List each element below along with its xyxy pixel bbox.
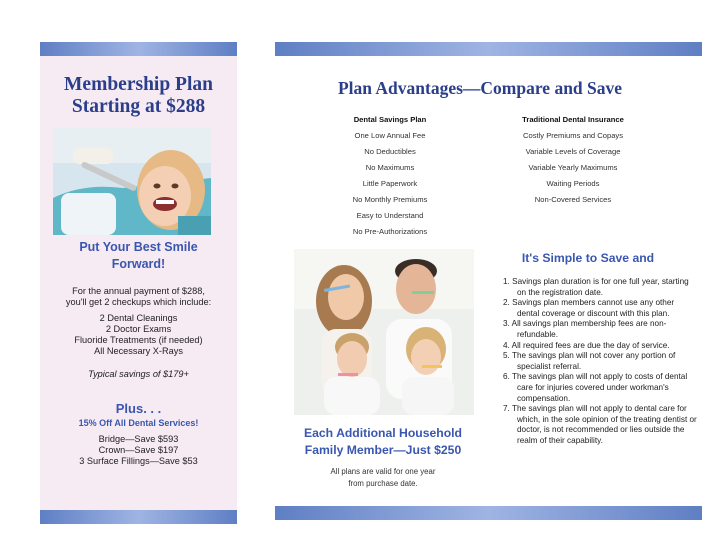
savings-item: No Monthly Premiums (352, 195, 428, 204)
insurance-item: Costly Premiums and Copays (522, 131, 624, 140)
smile-line-2: Forward! (111, 257, 166, 271)
left-bottom-band (40, 510, 237, 524)
smile-line-1: Put Your Best Smile (79, 240, 198, 254)
service-item: Bridge—Save $593 (98, 434, 179, 444)
savings-item: One Low Annual Fee (354, 131, 426, 140)
family-line-1: Each Additional Household (304, 426, 462, 440)
rule-item: 2. Savings plan members cannot use any other dental coverage or discount with this plan. (503, 298, 675, 318)
service-item: 3 Surface Fillings—Save $53 (79, 456, 198, 466)
savings-item: Easy to Understand (356, 211, 424, 220)
typical-savings: Typical savings of $179+ (88, 369, 189, 379)
discount-subheading: 15% Off All Dental Services! (78, 418, 199, 428)
rule-item: 1. Savings plan duration is for one full year, starting on the registration date. (503, 277, 689, 297)
savings-column-header: Dental Savings Plan (353, 115, 427, 124)
insurance-column-header: Traditional Dental Insurance (522, 115, 624, 124)
savings-item: No Pre-Authorizations (352, 227, 428, 236)
simple-to-save-heading: It's Simple to Save and (521, 251, 655, 265)
child-dental-photo (53, 128, 211, 235)
service-item: Crown—Save $197 (98, 445, 179, 455)
savings-item: No Deductibles (364, 147, 416, 156)
smile-heading (40, 239, 237, 273)
valid-line-2: from purchase date. (348, 479, 418, 488)
insurance-column (488, 112, 658, 208)
insurance-item: Waiting Periods (546, 179, 600, 188)
plan-advantages-title: Plan Advantages—Compare and Save (337, 78, 623, 98)
family-member-heading (292, 425, 474, 458)
includes-list (40, 313, 237, 357)
title-line-2: Starting at $288 (71, 96, 206, 117)
insurance-item: Variable Yearly Maximums (528, 163, 618, 172)
include-item: 2 Dental Cleanings (99, 313, 178, 323)
payment-line-1: For the annual payment of $288, (72, 286, 205, 296)
title-line-1: Membership Plan (64, 74, 213, 95)
family-line-2: Family Member—Just $250 (304, 442, 462, 457)
include-item: Fluoride Treatments (if needed) (74, 335, 203, 345)
right-bottom-band (275, 506, 702, 520)
rule-item: 5. The savings plan will not cover any portion of specialist referral. (503, 351, 676, 371)
payment-text (40, 286, 237, 308)
savings-item: Little Paperwork (362, 179, 418, 188)
rule-item: 7. The savings plan will not apply to dental care for which, in the sole opinion of the treating dentist or doctor, is not recommended or lies outside the realm of their capability. (503, 404, 697, 445)
rule-item: 4. All required fees are due the day of service. (503, 340, 670, 350)
plus-heading: Plus. . . (115, 401, 162, 416)
rule-item: 3. All savings plan membership fees are non-refundable. (503, 319, 667, 339)
include-item: 2 Doctor Exams (105, 324, 172, 334)
savings-plan-column (305, 112, 475, 240)
include-item: All Necessary X-Rays (94, 346, 183, 356)
savings-item: No Maximums (365, 163, 415, 172)
right-top-band (275, 42, 702, 56)
left-top-band (40, 42, 237, 56)
validity-note (292, 466, 474, 490)
family-brushing-photo (294, 249, 474, 415)
rule-item: 6. The savings plan will not apply to costs of dental care for injuries covered under workman's compensation. (503, 372, 688, 403)
plan-rules-list (503, 277, 698, 447)
insurance-item: Non-Covered Services (534, 195, 612, 204)
payment-line-2: you'll get 2 checkups which include: (65, 297, 212, 307)
services-list (40, 434, 237, 467)
membership-plan-title (40, 74, 237, 118)
valid-line-1: All plans are valid for one year (330, 467, 436, 476)
insurance-item: Variable Levels of Coverage (525, 147, 621, 156)
